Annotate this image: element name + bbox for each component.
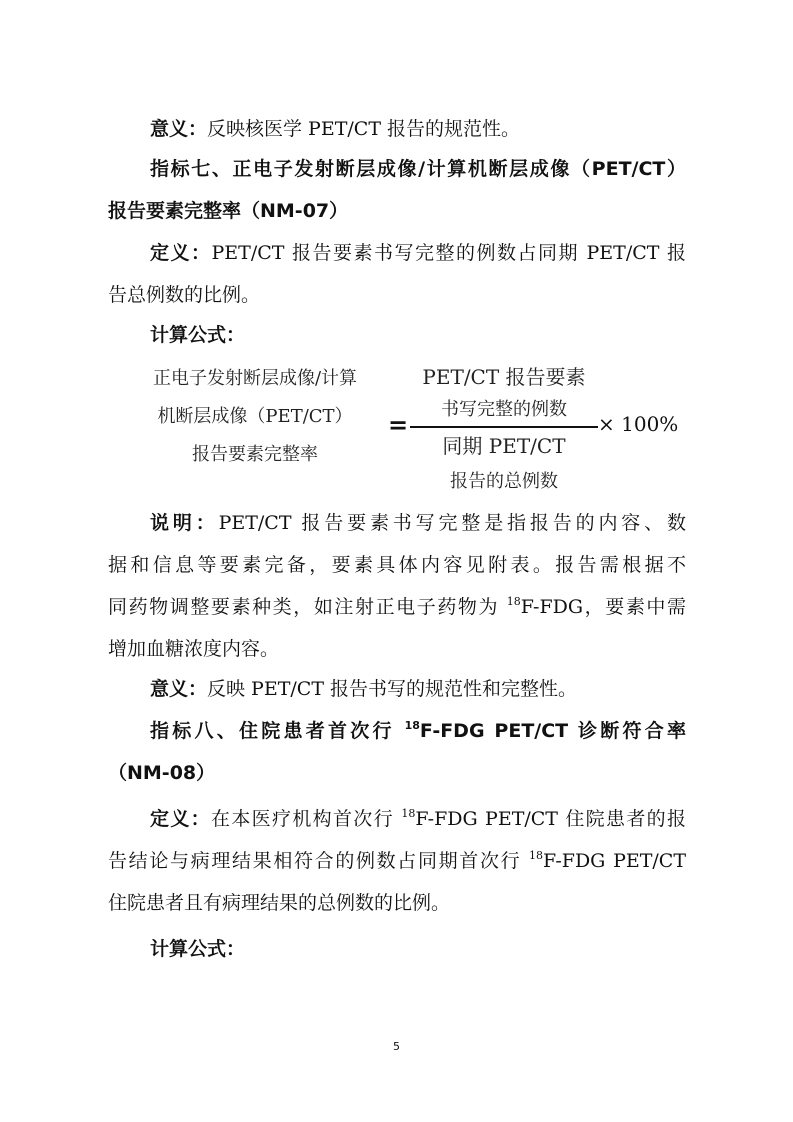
- formula-lhs-line1: 正电子发射断层成像/计算: [152, 368, 358, 389]
- definition-label: 定义：: [150, 242, 212, 264]
- indicator-8-formula-label: 计算公式：: [150, 938, 246, 960]
- page-number: 5: [393, 1040, 400, 1053]
- indicator-7-note-line3: [108, 594, 686, 620]
- formula-numerator-line2: 书写完整的例数: [441, 399, 567, 420]
- indicator-8-definition-line3: 住院患者且有病理结果的总例数的比例。: [108, 892, 451, 914]
- formula-numerator-line1: PET/CT 报告要素: [422, 365, 586, 389]
- indicator-7-note-line4: 增加血糖浓度内容。: [108, 638, 280, 660]
- meaning-text: 反映 PET/CT 报告书写的规范性和完整性。: [207, 678, 578, 700]
- meaning-label: 意义：: [150, 678, 208, 700]
- note-line3-text: 同药物调整要素种类，如注射正电子药物为: [108, 596, 507, 618]
- indicator-7-title-line1: 指标七、正电子发射断层成像/计算机断层成像（PET/CT）: [150, 158, 686, 180]
- indicator-7-meaning: [150, 676, 686, 702]
- indicator-7-definition-line1: [150, 240, 686, 266]
- formula-multiplier: × 100%: [598, 412, 679, 436]
- definition-line2-text-tail: F-FDG PET/CT: [543, 850, 687, 872]
- indicator-8-title-line1: [150, 718, 686, 744]
- indicator-7-note-line2: 据和信息等要素完备，要素具体内容见附表。报告需根据不: [108, 554, 686, 576]
- formula-denominator-line1: 同期 PET/CT: [442, 434, 566, 458]
- definition-text: 在本医疗机构首次行: [211, 808, 402, 830]
- definition-text-tail: F-FDG PET/CT 住院患者的报: [415, 808, 686, 830]
- indicator-7-formula-label: 计算公式：: [150, 324, 246, 346]
- paragraph-meaning-prev: [150, 116, 686, 142]
- indicator-7-title-line2: 报告要素完整率（NM-07）: [108, 200, 349, 222]
- formula-fraction: [410, 360, 598, 500]
- indicator-8-definition-line1: [150, 806, 686, 832]
- formula-denominator-line2: 报告的总例数: [450, 471, 558, 492]
- definition-line2-text: 告结论与病理结果相符合的例数占同期首次行: [108, 850, 530, 872]
- meaning-text: 反映核医学 PET/CT 报告的规范性。: [207, 118, 521, 140]
- note-label: 说明：: [150, 512, 219, 534]
- isotope-superscript: 18: [506, 595, 521, 608]
- isotope-superscript: 18: [529, 849, 544, 862]
- isotope-superscript: 18: [401, 807, 416, 820]
- definition-label: 定义：: [150, 808, 211, 830]
- formula-lhs-line3: 报告要素完整率: [192, 444, 318, 465]
- indicator-7-note-line1: [150, 510, 686, 536]
- indicator-7-formula: [120, 360, 700, 500]
- indicator-8-title-line2: （NM-08）: [108, 762, 216, 784]
- formula-equals: =: [388, 410, 409, 439]
- indicator-8-definition-line2: [108, 848, 686, 874]
- formula-lhs-line2: 机断层成像（PET/CT）: [157, 406, 353, 427]
- definition-text: PET/CT 报告要素书写完整的例数占同期 PET/CT 报: [211, 242, 686, 264]
- formula-lhs: [120, 360, 390, 474]
- indicator-8-title-text: 指标八、住院患者首次行: [150, 720, 405, 742]
- note-line3-text-tail: F-FDG，要素中需: [520, 596, 686, 618]
- note-text: PET/CT 报告要素书写完整是指报告的内容、数: [218, 512, 686, 534]
- isotope-superscript: 18: [404, 719, 420, 732]
- indicator-7-definition-line2: 告总例数的比例。: [108, 284, 261, 306]
- meaning-label: 意义：: [150, 118, 208, 140]
- indicator-8-title-text-tail: F-FDG PET/CT 诊断符合率: [419, 720, 686, 742]
